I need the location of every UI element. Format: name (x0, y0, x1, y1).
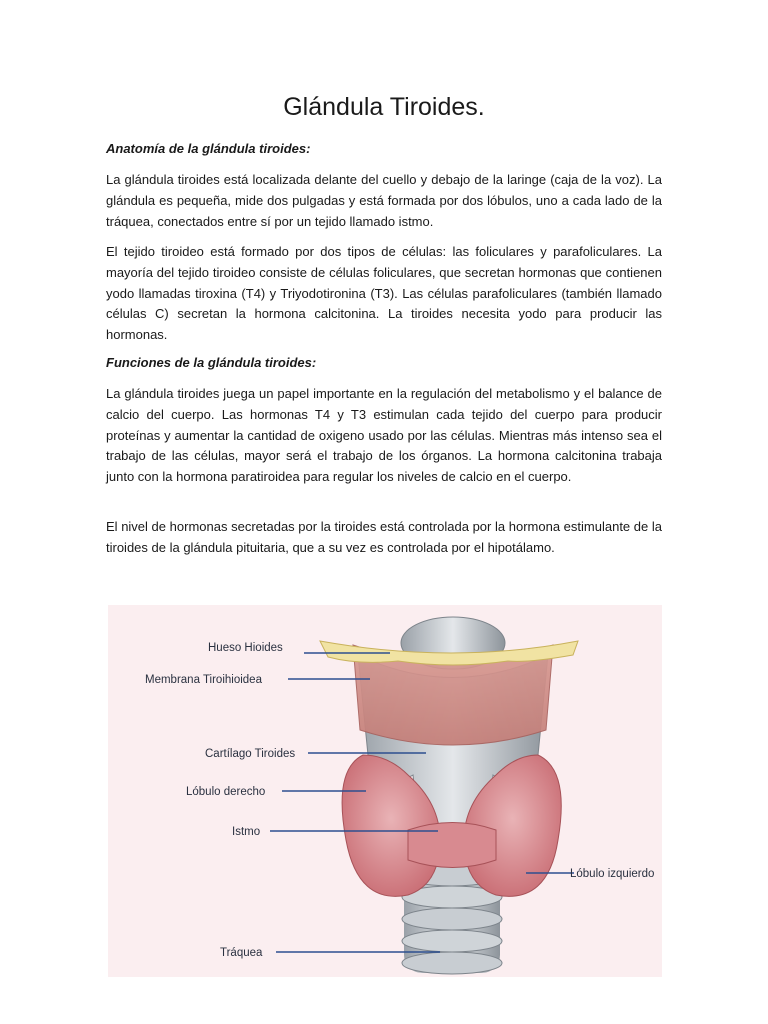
section-heading-funciones: Funciones de la glándula tiroides: (106, 355, 317, 370)
label-hueso-hioides: Hueso Hioides (208, 642, 283, 654)
label-lobulo-derecho: Lóbulo derecho (186, 786, 266, 798)
label-membrana-tiroihioidea: Membrana Tiroihioidea (145, 674, 262, 686)
label-cartilago-tiroides: Cartílago Tiroides (205, 748, 296, 760)
page-title: Glándula Tiroides. (283, 93, 485, 121)
label-lobulo-izquierdo: Lóbulo izquierdo (570, 868, 655, 880)
paragraph: La glándula tiroides juega un papel importante en la regulación del metabolismo y el balance de calcio del cuerpo. Las hormonas T4 y T3 estimulan cada tejido del cuerpo para producir proteínas y aumentar la cantidad de oxigeno usado por las células. Mientras más intenso sea el trabajo de las células, mayor será el trabajo de los órganos. La hormona calcitonina trabaja junto con la hormona paratiroidea para regular los niveles de calcio en el cuerpo. (106, 386, 662, 485)
paragraph: El tejido tiroideo está formado por dos tipos de células: las foliculares y parafoliculares. La mayoría del tejido tiroideo consiste de células foliculares, que secretan hormonas que contienen yodo llamadas tiroxina (T4) y Triyodotironina (T3). Las células parafoliculares (también llamado células C) secretan la hormona calcitonina. La tiroides necesita yodo para producir las hormonas. (106, 244, 662, 343)
paragraph: La glándula tiroides está localizada delante del cuello y debajo de la laringe (caja de la voz). La glándula es pequeña, mide dos pulgadas y está formada por dos lóbulos, uno a cada lado de la tráquea, conectados entre sí por un tejido llamado istmo. (106, 172, 662, 229)
thyroid-illustration (108, 605, 662, 977)
label-traquea: Tráquea (220, 947, 263, 959)
paragraph: El nivel de hormonas secretadas por la tiroides está controlada por la hormona estimulante de la tiroides de la glándula pituitaria, que a su vez es controlada por el hipotálamo. (106, 519, 662, 555)
label-istmo: Istmo (232, 826, 261, 838)
section-heading-anatomia: Anatomía de la glándula tiroides: (106, 141, 311, 156)
